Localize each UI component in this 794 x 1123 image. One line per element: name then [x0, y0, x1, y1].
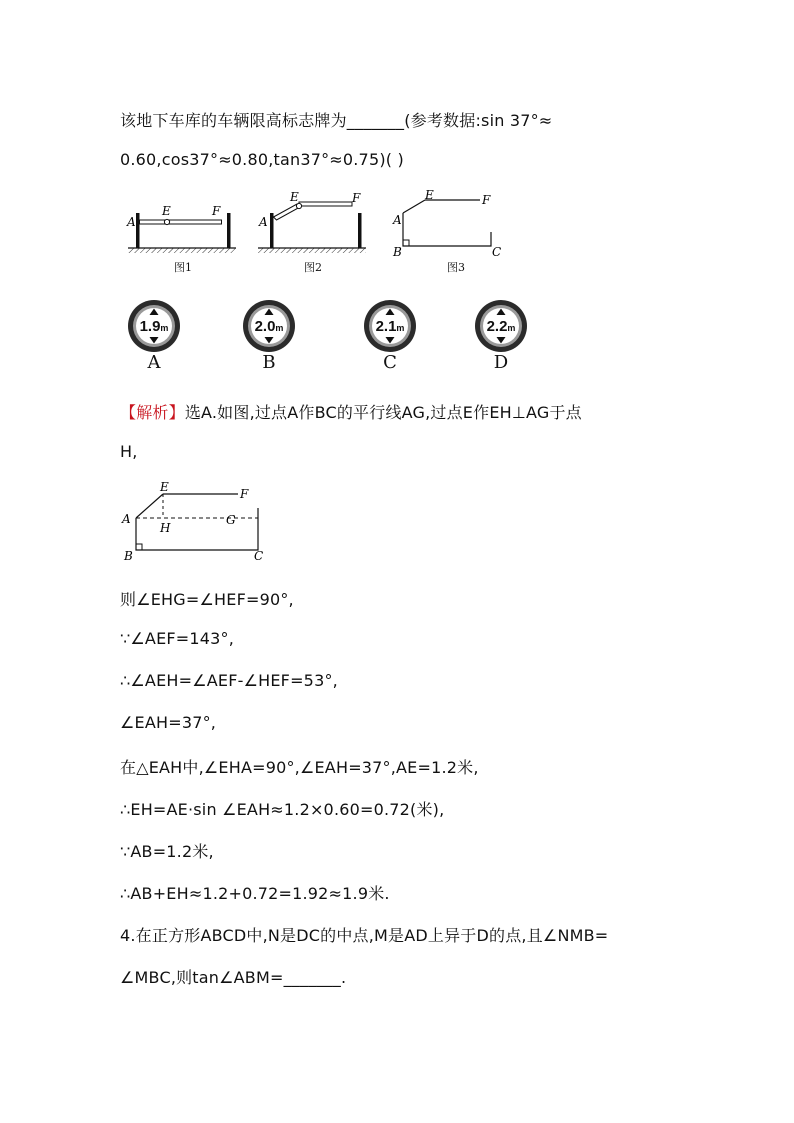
fig1-caption: 图1 — [174, 261, 192, 274]
sign-value: 2.1 — [375, 318, 397, 335]
solution-step-8: ∴AB+EH≈1.2+0.72=1.92≈1.9米. — [120, 884, 390, 903]
fig2-label-e: E — [290, 190, 299, 204]
fig3-label-c: C — [492, 245, 502, 259]
option-letter: B — [262, 352, 276, 373]
sign-value: 1.9 — [139, 318, 161, 335]
solution-intro-line — [120, 400, 582, 423]
option-letter: D — [493, 352, 509, 373]
fig2-label-f: F — [352, 191, 361, 205]
option-sign-b — [241, 298, 297, 358]
fig3-label-e: E — [425, 188, 434, 202]
fig1-label-e: E — [162, 204, 171, 218]
fig2-label-a: A — [259, 215, 268, 229]
sign-unit: m — [396, 323, 405, 333]
sign-value: 2.0 — [254, 318, 276, 335]
option-sign-c — [362, 298, 418, 358]
solution-step-7: ∵AB=1.2米, — [120, 842, 214, 861]
fig1-label-f: F — [212, 204, 221, 218]
diagram-label-c: C — [254, 549, 264, 563]
solution-step-1: 则∠EHG=∠HEF=90°, — [120, 590, 294, 609]
height-limit-sign-icon — [362, 298, 418, 354]
option-letter: C — [383, 352, 397, 373]
solution-step-6: ∴EH=AE·sin ∠EAH≈1.2×0.60=0.72(米), — [120, 800, 445, 819]
diagram-label-e: E — [160, 480, 169, 494]
figure-1 — [125, 200, 240, 260]
diagram-label-b: B — [124, 549, 133, 563]
option-sign-d — [473, 298, 529, 358]
diagram-label-a: A — [122, 512, 131, 526]
solution-step-2: ∵∠AEF=143°, — [120, 629, 235, 648]
solution-tag: 【解析】 — [120, 403, 185, 422]
next-question-line-2: ∠MBC,则tan∠ABM=_______. — [120, 968, 347, 987]
option-letter: A — [147, 352, 161, 373]
sign-unit: m — [275, 323, 284, 333]
diagram-label-f: F — [240, 487, 249, 501]
option-sign-a — [126, 298, 182, 358]
fig3-caption: 图3 — [447, 261, 465, 274]
figure-3 — [388, 188, 508, 260]
solution-step-5: 在△EAH中,∠EHA=90°,∠EAH=37°,AE=1.2米, — [120, 758, 479, 777]
sign-unit: m — [160, 323, 169, 333]
height-limit-sign-icon — [241, 298, 297, 354]
fig3-label-b: B — [393, 245, 402, 259]
fig1-label-a: A — [127, 215, 136, 229]
solution-step-3: ∴∠AEH=∠AEF-∠HEF=53°, — [120, 671, 338, 690]
diagram-label-g: G — [226, 513, 236, 527]
solution-intro-line-2: H, — [120, 442, 138, 461]
question-line-1: 该地下车库的车辆限高标志牌为_______(参考数据:sin 37°≈ — [120, 111, 553, 130]
diagram-label-h: H — [160, 521, 171, 535]
solution-intro: 选A.如图,过点A作BC的平行线AG,过点E作EH⊥AG于点 — [184, 403, 582, 422]
height-limit-sign-icon — [126, 298, 182, 354]
fig2-caption: 图2 — [304, 261, 322, 274]
solution-diagram — [118, 478, 268, 563]
sign-unit: m — [507, 323, 516, 333]
fig3-label-a: A — [393, 213, 402, 227]
solution-step-4: ∠EAH=37°, — [120, 713, 217, 732]
figure-2 — [255, 188, 370, 260]
height-limit-sign-icon — [473, 298, 529, 354]
question-line-2: 0.60,cos37°≈0.80,tan37°≈0.75)( ) — [120, 150, 404, 169]
next-question-line-1: 4.在正方形ABCD中,N是DC的中点,M是AD上异于D的点,且∠NMB= — [120, 926, 609, 945]
sign-value: 2.2 — [486, 318, 508, 335]
fig3-label-f: F — [482, 193, 491, 207]
